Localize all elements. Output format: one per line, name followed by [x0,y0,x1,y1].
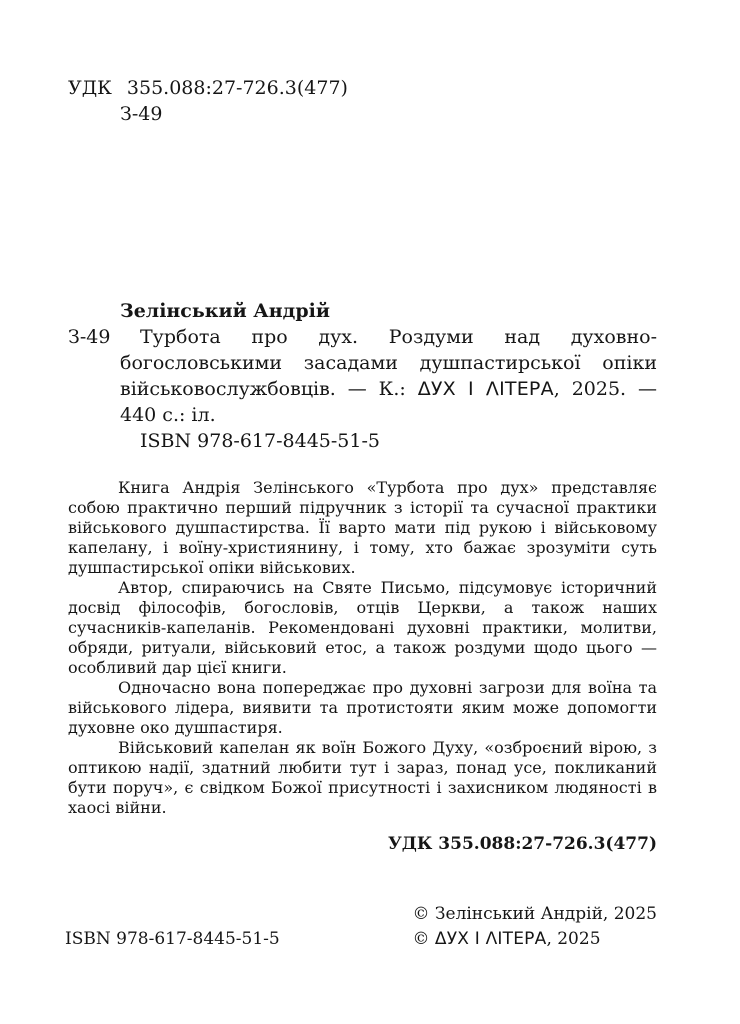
publisher-name: ΔУХ І ΛІТЕРА [417,378,554,400]
annotation-paragraph-3: Одночасно вона попереджає про духовні загрози для воїна та військового лідера, виявити та протистояти яким може допомогти духовне око душпастиря. [68,678,657,737]
catalog-author-code: З-49 [68,326,111,348]
cataloging-block [68,298,657,454]
copyright-year: , 2025 [546,929,601,949]
catalog-isbn: ISBN 978-617-8445-51-5 [140,430,380,452]
copyright-block [413,902,657,952]
catalog-imprint-text: , 2025. — 440 с.: іл. [120,378,657,426]
copyright-publisher-line [413,927,657,952]
catalog-title-text: Турбота про дух. Роздуми над духовно-богословськими засадами душпастирської опіки військовослужбовців. — К.: [120,326,657,400]
udc-number: 355.088:27-726.3(477) [126,77,348,99]
catalog-entry [68,324,657,428]
bottom-row [65,902,657,952]
udc-footer: УДК 355.088:27-726.3(477) [388,834,657,854]
copyright-publisher-name: ΔУХ І ΛІТЕРА [434,929,547,949]
udc-label: УДК [68,77,112,99]
catalog-author: Зелінський Андрій [120,300,330,322]
udc-line [68,75,657,101]
annotation-paragraph-1: Книга Андрія Зелінського «Турбота про дух» представляє собою практично перший підручник з історії та сучасної практики військового душпастирства. Її варто мати під рукою і військовому капелану, і воїну-християнину, і тому, хто бажає зрозуміти суть душпастирської опіки військових. [68,478,657,577]
copyright-symbol: © [412,929,435,949]
annotation-paragraph-4: Військовий капелан як воїн Божого Духу, «озброєний вірою, з оптикою надії, здатний любити тут і зараз, понад усе, покликаний бути поруч», є свідком Божої присутності і захисником людяності в хаосі війни. [68,738,657,817]
footer-isbn: ISBN 978-617-8445-51-5 [65,929,280,949]
author-code: З-49 [120,103,163,125]
annotation-paragraph-2: Автор, спираючись на Святе Письмо, підсумовує історичний досвід філософів, богословів, отців Церкви, а також наших сучасників-капеланів. Рекомендовані духовні практики, молитви, обряди, ритуали, військовий етос, а також роздуми щодо цього — особливий дар цієї книги. [68,578,657,677]
copyright-author-line: © Зелінський Андрій, 2025 [412,904,657,924]
annotation-block [68,478,657,818]
udc-top-block [68,75,657,127]
